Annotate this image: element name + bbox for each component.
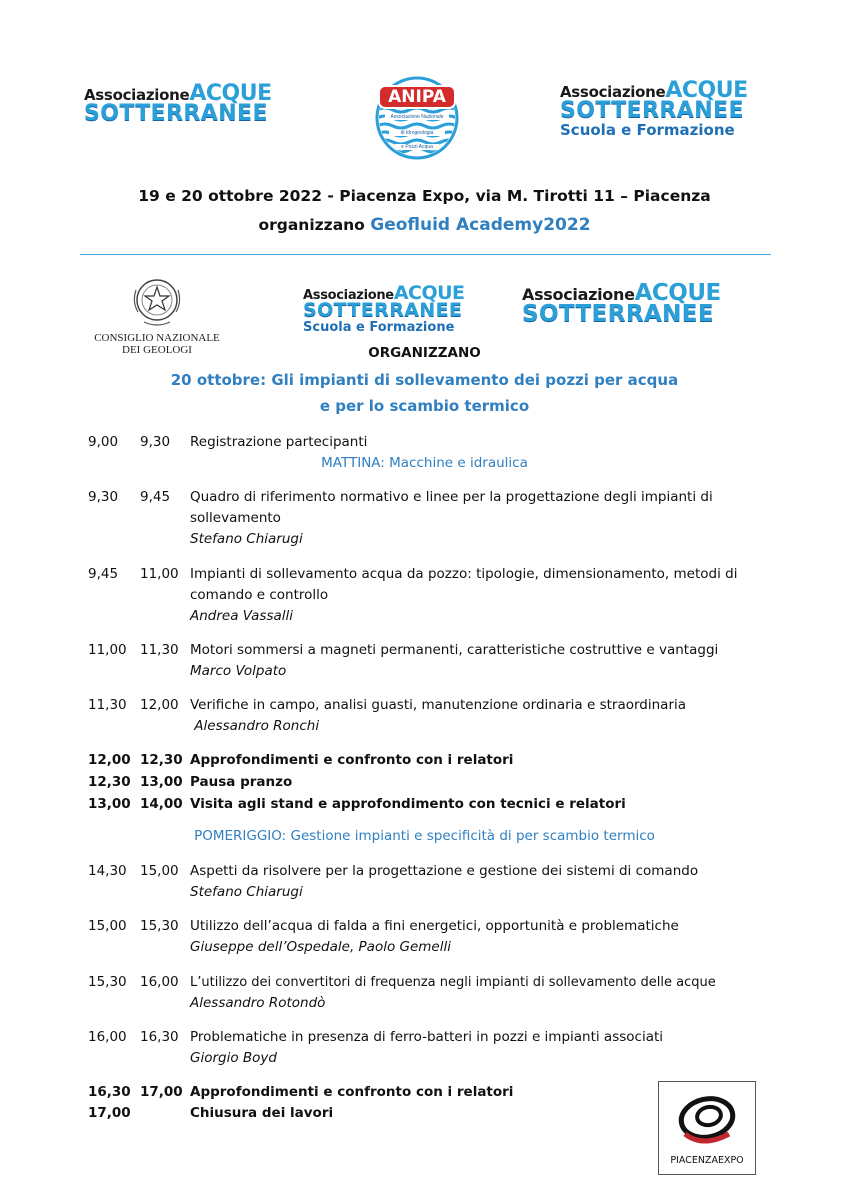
logo-acque-sotterranee-left: [84, 83, 272, 125]
talk-title: Visita agli stand e approfondimento con tecnici e relatori: [190, 796, 626, 812]
talk-title: Approfondimenti e confronto con i relatori: [190, 1084, 514, 1100]
talk-title: Pausa pranzo: [190, 774, 293, 790]
start-time: 16,30: [88, 1084, 131, 1100]
talk-title: Approfondimenti e confronto con i relatori: [190, 752, 514, 768]
anipa-line-2: di Idrogeologia: [389, 130, 445, 136]
start-time: 9,30: [88, 489, 119, 505]
speaker-name: Alessandro Rotondò: [190, 995, 326, 1011]
talk-title: [190, 564, 790, 606]
talk-title: Chiusura dei lavori: [190, 1105, 334, 1121]
end-time: 9,45: [140, 489, 171, 505]
talk-title: Registrazione partecipanti: [190, 434, 368, 450]
talk-title: Motori sommersi a magneti permanenti, caratteristiche costruttive e vantaggi: [190, 642, 719, 658]
start-time: 11,30: [88, 697, 127, 713]
logo-assoc-text: Associazione: [303, 288, 394, 303]
speaker-name: Marco Volpato: [190, 663, 287, 679]
start-time: 13,00: [88, 796, 131, 812]
piacenza-expo-label: PIACENZAEXPO: [670, 1155, 744, 1166]
emblem-star-icon: [88, 272, 226, 334]
start-time: 15,30: [88, 974, 127, 990]
speaker-name: Giorgio Boyd: [190, 1050, 277, 1066]
end-time: 11,00: [140, 566, 179, 582]
talk-title: Verifiche in campo, analisi guasti, manutenzione ordinaria e straordinaria: [190, 697, 687, 713]
start-time: 16,00: [88, 1029, 127, 1045]
divider-line: [80, 254, 771, 255]
talk-title: [190, 487, 770, 529]
logo-acque-sotterranee-large: [522, 282, 721, 326]
piacenza-expo-swirl-icon: [659, 1082, 755, 1152]
session-afternoon: POMERIGGIO: Gestione impianti e specificità di per scambio termico: [194, 828, 655, 844]
end-time: 14,00: [140, 796, 183, 812]
logo-scuola-text: Scuola e Formazione: [560, 121, 735, 139]
speaker-name: Giuseppe dell’Ospedale, Paolo Gemelli: [190, 939, 451, 955]
end-time: 9,30: [140, 434, 171, 450]
logo-acque-text: ACQUE: [393, 282, 465, 304]
logo-assoc-text: Associazione: [522, 285, 635, 304]
end-time: 11,30: [140, 642, 179, 658]
start-time: 11,00: [88, 642, 127, 658]
end-time: 12,30: [140, 752, 183, 768]
talk-title-line-1: Impianti di sollevamento acqua da pozzo: tipologie, dimensionamento, metodi di: [190, 566, 738, 582]
logo-sotterranee-text: SOTTERRANEE: [522, 301, 715, 327]
talk-title: Aspetti da risolvere per la progettazione e gestione dei sistemi di comando: [190, 863, 699, 879]
start-time: 9,00: [88, 434, 119, 450]
start-time: 15,00: [88, 918, 127, 934]
speaker-name: Stefano Chiarugi: [190, 531, 303, 547]
start-time: 14,30: [88, 863, 127, 879]
session-morning: MATTINA: Macchine e idraulica: [321, 455, 528, 471]
end-time: 15,00: [140, 863, 179, 879]
logo-assoc-text: Associazione: [560, 83, 666, 101]
logo-sotterranee-text: SOTTERRANEE: [84, 101, 268, 126]
end-time: 17,00: [140, 1084, 183, 1100]
start-time: 17,00: [88, 1105, 131, 1121]
logo-acque-sotterranee-scuola-right: [560, 80, 748, 138]
end-time: 12,00: [140, 697, 179, 713]
talk-title-line-1: Quadro di riferimento normativo e linee per la progettazione degli impianti di: [190, 489, 713, 505]
talk-title: L’utilizzo dei convertitori di frequenza negli impianti di sollevamento delle acque: [190, 975, 716, 990]
logo-piacenza-expo: [658, 1081, 756, 1175]
talk-title-line-2: comando e controllo: [190, 587, 329, 603]
end-time: 13,00: [140, 774, 183, 790]
logo-assoc-text: Associazione: [84, 86, 190, 104]
logo-sotterranee-text: SOTTERRANEE: [560, 98, 744, 123]
anipa-title: ANIPA: [388, 87, 446, 107]
end-time: 15,30: [140, 918, 179, 934]
event-title-line-2: e per lo scambio termico: [319, 397, 530, 415]
logo-acque-text: ACQUE: [634, 280, 721, 306]
speaker-name: Andrea Vassalli: [190, 608, 294, 624]
academy-name: Geofluid Academy2022: [370, 215, 591, 235]
anipa-line-1: Associazione Nazionale: [385, 114, 449, 120]
logo-acque-text: ACQUE: [665, 78, 748, 103]
org-prefix: organizzano: [258, 216, 371, 234]
logo-acque-text: ACQUE: [189, 81, 272, 106]
talk-title: Problematiche in presenza di ferro-batteri in pozzi e impianti associati: [190, 1029, 664, 1045]
cng-line-2: DEI GEOLOGI: [122, 344, 192, 356]
start-time: 9,45: [88, 566, 119, 582]
talk-title: Utilizzo dell’acqua di falda a fini energetici, opportunità e problematiche: [190, 918, 679, 934]
speaker-name: Alessandro Ronchi: [190, 718, 320, 734]
speaker-name: Stefano Chiarugi: [190, 884, 303, 900]
date-location-line: 19 e 20 ottobre 2022 - Piacenza Expo, via M. Tirotti 11 – Piacenza: [138, 187, 711, 205]
logo-scuola-text: Scuola e Formazione: [303, 320, 455, 335]
logo-anipa: [371, 74, 463, 160]
logo-acque-sotterranee-scuola-center: [303, 284, 465, 334]
start-time: 12,30: [88, 774, 131, 790]
start-time: 12,00: [88, 752, 131, 768]
organizzano-line: [0, 215, 849, 235]
anipa-line-3: e Pozzi Acqua: [395, 144, 439, 150]
event-title-line-1: 20 ottobre: Gli impianti di sollevamento dei pozzi per acqua: [170, 371, 679, 389]
end-time: 16,00: [140, 974, 179, 990]
end-time: 16,30: [140, 1029, 179, 1045]
talk-title-line-2: sollevamento: [190, 510, 281, 526]
organizzano-heading: ORGANIZZANO: [368, 345, 481, 361]
logo-sotterranee-text: SOTTERRANEE: [303, 299, 463, 321]
cng-line-1: CONSIGLIO NAZIONALE: [94, 332, 220, 344]
